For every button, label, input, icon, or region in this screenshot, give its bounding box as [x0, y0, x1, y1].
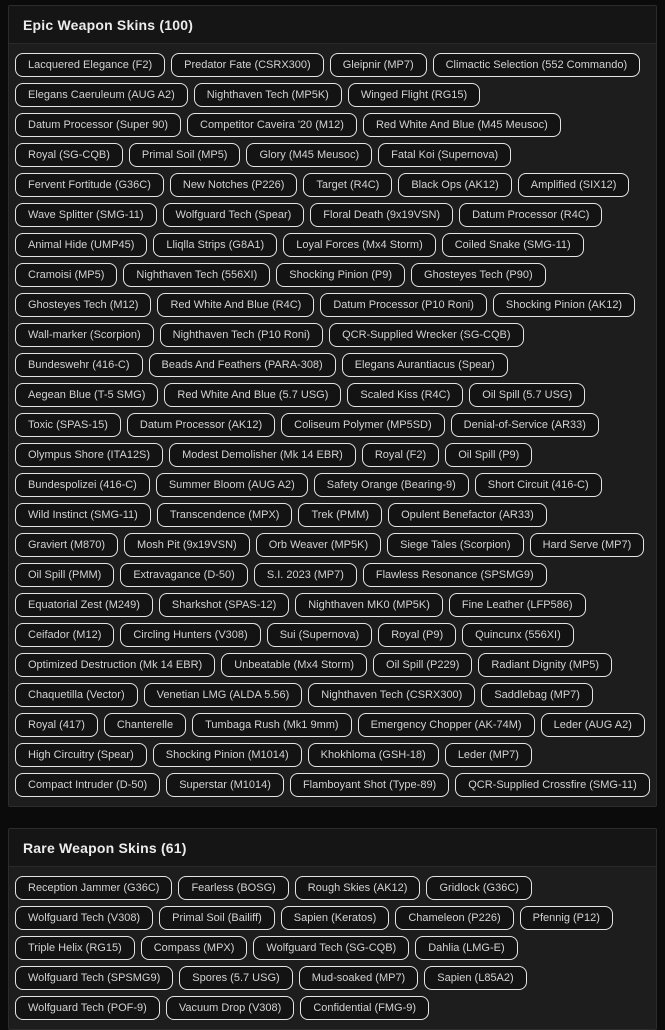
skin-pill[interactable]: Royal (417) [15, 713, 98, 737]
skin-pill[interactable]: Red White And Blue (5.7 USG) [164, 383, 341, 407]
skin-pill[interactable]: Short Circuit (416-C) [475, 473, 602, 497]
skin-pill[interactable]: Primal Soil (MP5) [129, 143, 241, 167]
skin-pill[interactable]: Ceifador (M12) [15, 623, 114, 647]
skin-pill[interactable]: Fine Leather (LFP586) [449, 593, 586, 617]
skin-pill[interactable]: Khokhloma (GSH-18) [308, 743, 439, 767]
skin-pill[interactable]: Scaled Kiss (R4C) [347, 383, 463, 407]
skin-pill[interactable]: Animal Hide (UMP45) [15, 233, 147, 257]
skin-pill[interactable]: Spores (5.7 USG) [179, 966, 292, 990]
skin-pill[interactable]: Superstar (M1014) [166, 773, 284, 797]
skin-pill[interactable]: Royal (P9) [378, 623, 456, 647]
skin-pill[interactable]: Orb Weaver (MP5K) [256, 533, 381, 557]
skin-pill[interactable]: Red White And Blue (M45 Meusoc) [363, 113, 561, 137]
skin-pill[interactable]: Toxic (SPAS-15) [15, 413, 121, 437]
skin-pill[interactable]: Leder (MP7) [445, 743, 532, 767]
skin-pill[interactable]: Sapien (Keratos) [281, 906, 390, 930]
skin-pill[interactable]: Olympus Shore (ITA12S) [15, 443, 163, 467]
skin-pill[interactable]: Summer Bloom (AUG A2) [156, 473, 308, 497]
skin-pill[interactable]: Coiled Snake (SMG-11) [442, 233, 584, 257]
skin-pill[interactable]: Sharkshot (SPAS-12) [159, 593, 289, 617]
skin-pill[interactable]: Fatal Koi (Supernova) [378, 143, 511, 167]
skin-pill[interactable]: Sui (Supernova) [267, 623, 373, 647]
section-card [8, 828, 657, 1030]
skin-pill[interactable]: Tumbaga Rush (Mk1 9mm) [192, 713, 351, 737]
skin-pill[interactable]: Vacuum Drop (V308) [166, 996, 295, 1020]
skin-list [9, 867, 656, 1029]
section-header [9, 6, 656, 44]
skin-pill[interactable]: Quincunx (556XI) [462, 623, 574, 647]
skin-pill[interactable]: Shocking Pinion (M1014) [153, 743, 302, 767]
skin-pill[interactable]: Cramoisi (MP5) [15, 263, 117, 287]
skin-pill[interactable]: QCR-Supplied Crossfire (SMG-11) [455, 773, 650, 797]
section-card [8, 5, 657, 807]
skin-pill[interactable]: Flawless Resonance (SPSMG9) [363, 563, 547, 587]
skin-pill[interactable]: Sapien (L85A2) [424, 966, 526, 990]
skin-pill[interactable]: Datum Processor (AK12) [127, 413, 275, 437]
skin-pill[interactable]: Aegean Blue (T-5 SMG) [15, 383, 158, 407]
skin-pill[interactable]: S.I. 2023 (MP7) [254, 563, 357, 587]
skin-pill[interactable]: Mosh Pit (9x19VSN) [124, 533, 250, 557]
skin-pill[interactable]: Lliqlla Strips (G8A1) [153, 233, 277, 257]
skin-pill[interactable]: Oil Spill (5.7 USG) [469, 383, 585, 407]
skin-pill[interactable]: Compass (MPX) [141, 936, 248, 960]
skin-pill[interactable]: Nighthaven Tech (P10 Roni) [160, 323, 323, 347]
skin-pill[interactable]: High Circuitry (Spear) [15, 743, 147, 767]
skin-pill[interactable]: Datum Processor (Super 90) [15, 113, 181, 137]
skin-pill[interactable]: Transcendence (MPX) [157, 503, 293, 527]
skin-pill[interactable]: QCR-Supplied Wrecker (SG-CQB) [329, 323, 524, 347]
skin-pill[interactable]: Triple Helix (RG15) [15, 936, 135, 960]
skin-pill[interactable]: Gridlock (G36C) [426, 876, 531, 900]
skin-pill[interactable]: Oil Spill (P229) [373, 653, 472, 677]
skin-pill[interactable]: Fearless (BOSG) [178, 876, 288, 900]
skin-pill[interactable]: Nighthaven Tech (556XI) [123, 263, 270, 287]
skin-pill[interactable]: Oil Spill (P9) [445, 443, 532, 467]
skin-pill[interactable]: Ghosteyes Tech (P90) [411, 263, 546, 287]
skin-pill[interactable]: Wolfguard Tech (POF-9) [15, 996, 160, 1020]
skin-pill[interactable]: Oil Spill (PMM) [15, 563, 114, 587]
skin-pill[interactable]: Wolfguard Tech (Spear) [163, 203, 305, 227]
skin-pill[interactable]: Pfennig (P12) [520, 906, 613, 930]
skin-pill[interactable]: Wave Splitter (SMG-11) [15, 203, 157, 227]
skin-pill[interactable]: Unbeatable (Mx4 Storm) [221, 653, 367, 677]
skin-pill[interactable]: Saddlebag (MP7) [481, 683, 593, 707]
skin-pill[interactable]: Coliseum Polymer (MP5SD) [281, 413, 445, 437]
skin-pill[interactable]: Elegans Aurantiacus (Spear) [342, 353, 508, 377]
skin-pill[interactable]: Graviert (M870) [15, 533, 118, 557]
skin-pill[interactable]: Wolfguard Tech (V308) [15, 906, 153, 930]
skin-pill[interactable]: Confidential (FMG-9) [300, 996, 429, 1020]
skin-pill[interactable]: Royal (SG-CQB) [15, 143, 123, 167]
skin-pill[interactable]: Winged Flight (RG15) [348, 83, 480, 107]
skin-pill[interactable]: Competitor Caveira '20 (M12) [187, 113, 357, 137]
skin-pill[interactable]: Wall-marker (Scorpion) [15, 323, 154, 347]
skin-pill[interactable]: Wild Instinct (SMG-11) [15, 503, 151, 527]
skin-pill[interactable]: Floral Death (9x19VSN) [310, 203, 453, 227]
skin-pill[interactable]: Extravagance (D-50) [120, 563, 248, 587]
skin-pill[interactable]: Emergency Chopper (AK-74M) [358, 713, 535, 737]
skin-pill[interactable]: Nighthaven Tech (MP5K) [194, 83, 342, 107]
skin-pill[interactable]: Elegans Caeruleum (AUG A2) [15, 83, 188, 107]
section-header [9, 829, 656, 867]
skin-pill[interactable]: Bundespolizei (416-C) [15, 473, 150, 497]
skin-pill[interactable]: Leder (AUG A2) [541, 713, 645, 737]
skin-pill[interactable]: Chanterelle [104, 713, 186, 737]
skin-pill[interactable]: Loyal Forces (Mx4 Storm) [283, 233, 436, 257]
skin-pill[interactable]: Opulent Benefactor (AR33) [388, 503, 547, 527]
skin-pill[interactable]: Modest Demolisher (Mk 14 EBR) [169, 443, 356, 467]
skin-pill[interactable]: Fervent Fortitude (G36C) [15, 173, 164, 197]
skin-pill[interactable]: Rough Skies (AK12) [295, 876, 421, 900]
skin-pill[interactable]: Venetian LMG (ALDA 5.56) [144, 683, 303, 707]
skin-pill[interactable]: Wolfguard Tech (SG-CQB) [253, 936, 409, 960]
skin-pill[interactable]: Glory (M45 Meusoc) [246, 143, 372, 167]
section-title: Rare Weapon Skins (61) [23, 839, 187, 856]
skin-pill[interactable]: Compact Intruder (D-50) [15, 773, 160, 797]
skin-pill[interactable]: Dahlia (LMG-E) [415, 936, 517, 960]
skin-pill[interactable]: Nighthaven MK0 (MP5K) [295, 593, 443, 617]
skin-pill[interactable]: Datum Processor (R4C) [459, 203, 602, 227]
skin-pill[interactable]: Chaquetilla (Vector) [15, 683, 138, 707]
skin-pill[interactable]: Target (R4C) [303, 173, 392, 197]
skin-list [9, 44, 656, 806]
skin-pill[interactable]: Black Ops (AK12) [398, 173, 511, 197]
skin-pill[interactable]: Datum Processor (P10 Roni) [320, 293, 487, 317]
skin-pill[interactable]: Reception Jammer (G36C) [15, 876, 172, 900]
skin-pill[interactable]: Optimized Destruction (Mk 14 EBR) [15, 653, 215, 677]
skin-pill[interactable]: Denial-of-Service (AR33) [451, 413, 599, 437]
skin-pill[interactable]: Equatorial Zest (M249) [15, 593, 153, 617]
skin-pill[interactable]: Safety Orange (Bearing-9) [314, 473, 469, 497]
skin-pill[interactable]: Shocking Pinion (AK12) [493, 293, 635, 317]
skin-pill[interactable]: Red White And Blue (R4C) [157, 293, 314, 317]
skin-pill[interactable]: Wolfguard Tech (SPSMG9) [15, 966, 173, 990]
skin-pill[interactable]: Predator Fate (CSRX300) [171, 53, 324, 77]
skin-pill[interactable]: Mud-soaked (MP7) [299, 966, 419, 990]
skin-pill[interactable]: New Notches (P226) [170, 173, 298, 197]
skin-pill[interactable]: Lacquered Elegance (F2) [15, 53, 165, 77]
skin-pill[interactable]: Hard Serve (MP7) [530, 533, 645, 557]
skin-pill[interactable]: Gleipnir (MP7) [330, 53, 427, 77]
skin-pill[interactable]: Nighthaven Tech (CSRX300) [308, 683, 475, 707]
skin-pill[interactable]: Siege Tales (Scorpion) [387, 533, 523, 557]
skin-pill[interactable]: Chameleon (P226) [395, 906, 513, 930]
section-title: Epic Weapon Skins (100) [23, 16, 194, 33]
skin-pill[interactable]: Radiant Dignity (MP5) [478, 653, 612, 677]
skin-pill[interactable]: Trek (PMM) [298, 503, 382, 527]
skin-pill[interactable]: Shocking Pinion (P9) [276, 263, 405, 287]
skin-pill[interactable]: Beads And Feathers (PARA-308) [149, 353, 336, 377]
skin-pill[interactable]: Bundeswehr (416-C) [15, 353, 143, 377]
skin-pill[interactable]: Flamboyant Shot (Type-89) [290, 773, 449, 797]
skin-pill[interactable]: Ghosteyes Tech (M12) [15, 293, 151, 317]
skin-pill[interactable]: Circling Hunters (V308) [120, 623, 260, 647]
skin-pill[interactable]: Primal Soil (Bailiff) [159, 906, 275, 930]
skin-pill[interactable]: Climactic Selection (552 Commando) [433, 53, 641, 77]
skin-pill[interactable]: Royal (F2) [362, 443, 439, 467]
skin-pill[interactable]: Amplified (SIX12) [518, 173, 630, 197]
